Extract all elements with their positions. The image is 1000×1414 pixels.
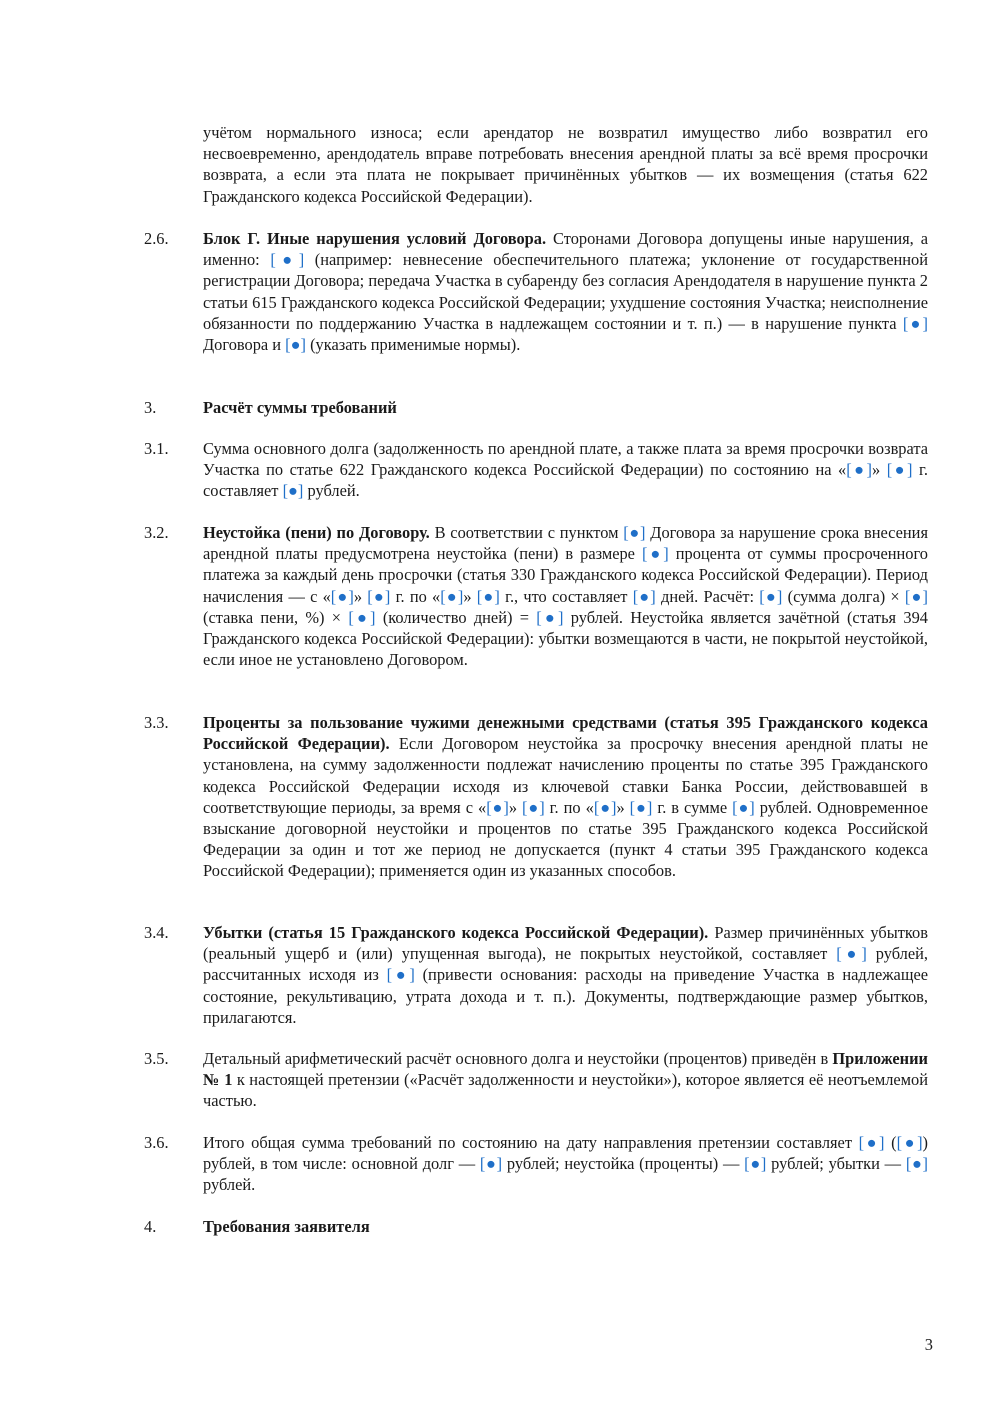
placeholder: [●] xyxy=(632,586,656,606)
placeholder: [●] xyxy=(282,481,304,501)
placeholder: [●] xyxy=(348,607,376,627)
placeholder: [●] xyxy=(536,607,564,627)
clause-3-2-title: Неустойка (пени) по Договору. xyxy=(203,523,430,542)
clause-3-6: Итого общая сумма требований по состоянию на дату направления претензии составляет [●] ([●]) рублей, в том числе: основной долг — [●] рублей; неустойка (проценты) — [●] рублей; убытки — [●] рублей. xyxy=(203,1133,929,1195)
placeholder: [●] xyxy=(367,586,391,606)
placeholder: [●] xyxy=(486,797,509,817)
clause-3-3: Проценты за пользование чужими денежными средствами (статья 395 Гражданского кодекса Российской Федерации). Если Договором неустойка за просрочку внесения арендной платы не установлена, на сумму задолженности подлежат начислению проценты по статье 395 Гражданского кодекса Российской Федерации исходя из ключевой ставки Банка России, действовавшей в соответствующие периоды, за время с «[●]» [●] г. по «[●]» [●] г. в сумме [●] рублей. Одновременное взыскание договорной неустойки и процентов по статье 395 Гражданского кодекса Российской Федерации за один и тот же период не допускается (пункт 4 статьи 395 Гражданского кодекса Российской Федерации); применяется один из указанных способов. xyxy=(203,713,928,881)
clause-3-2: Неустойка (пени) по Договору. В соответствии с пунктом [●] Договора за нарушение срока внесения арендной платы предусмотрена неустойка (пени) в размере [●] процента от суммы просроченного платежа за каждый день просрочки (статья 330 Гражданского кодекса Российской Федерации). Период начисления — с «[●]» [●] г. по «[●]» [●] г., что составляет [●] дней. Расчёт: [●] (сумма долга) × [●] (ставка пени, %) × [●] (количество дней) = [●] рублей. Неустойка является зачётной (статья 394 Гражданского кодекса Российской Федерации): убытки возмещаются в части, не покрытой неустойкой, если иное не установлено Договором. xyxy=(203,523,929,670)
placeholder: [●] xyxy=(330,586,354,606)
placeholder: [●] xyxy=(386,965,415,985)
clause-number-3-1: 3.1. xyxy=(144,439,169,458)
placeholder: [●] xyxy=(902,313,928,333)
placeholder: [●] xyxy=(440,586,464,606)
section-3-heading: Расчёт суммы требований xyxy=(203,398,397,417)
placeholder: [●] xyxy=(846,460,872,480)
section-4-heading: Требования заявителя xyxy=(203,1217,370,1236)
placeholder: [●] xyxy=(904,586,929,606)
clause-number-2-6: 2.6. xyxy=(144,229,169,248)
clause-3-1: Сумма основного долга (задолженность по арендной плате, а также плата за время просрочки возврата Участка по статье 622 Гражданского кодекса Российской Федерации) по состоянию на «[●]» [●] г. составляет [●] рублей. xyxy=(203,439,928,501)
clause-3-4: Убытки (статья 15 Гражданского кодекса Российской Федерации). Размер причинённых убытков (реальный ущерб и (или) упущенная выгода), не покрытых неустойкой, составляет [●] рублей, рассчитанных исходя из [●] (привести основания: расходы на приведение Участка в надлежащее состояние, рекультивацию, утрата дохода и т. п.). Документы, подтверждающие размер убытков, прилагаются. xyxy=(203,923,929,1027)
placeholder: [●] xyxy=(732,797,755,817)
clause-3-4-title: Убытки (статья 15 Гражданского кодекса Российской Федерации). xyxy=(203,923,709,942)
clause-3-5: Детальный арифметический расчёт основного долга и неустойки (процентов) приведён в Приложении № 1 к настоящей претензии («Расчёт задолженности и неустойки»), которое является её неотъемлемой частью. xyxy=(203,1049,929,1111)
placeholder: [●] xyxy=(623,523,646,542)
placeholder: [●] xyxy=(896,1133,923,1152)
clause-number-3-4: 3.4. xyxy=(144,923,169,942)
page-number: 3 xyxy=(924,1335,933,1354)
clause-3-3-title: Проценты за пользование чужими денежными средствами (статья 395 Гражданского кодекса Российской Федерации). xyxy=(203,713,928,754)
clause-2-6: Блок Г. Иные нарушения условий Договора. Сторонами Договора допущены иные нарушения, а именно: [●] (например: невнесение обеспечительного платежа; уклонение от государственной регистрации Договора; передача Участка в субаренду без согласия Арендодателя в нарушение пункта 2 статьи 615 Гражданского кодекса Российской Федерации; ухудшение состояния Участка; неисполнение обязанности по поддержанию Участка в надлежащем состоянии и т. п.) — в нарушение пункта [●] Договора и [●] (указать применимые нормы). xyxy=(203,229,929,355)
continuation-text: учётом нормального износа; если арендатор не возвратил имущество либо возвратил его несвоевременно, арендодатель вправе потребовать внесения арендной платы за всё время просрочки возврата, а если эта плата не покрывает причинённых убытков — их возмещения (статья 622 Гражданского кодекса Российской Федерации). xyxy=(203,123,928,206)
placeholder: [●] xyxy=(476,586,500,606)
placeholder: [●] xyxy=(522,797,545,817)
placeholder: [●] xyxy=(285,335,306,355)
placeholder: [●] xyxy=(479,1154,503,1174)
section-number-4: 4. xyxy=(144,1217,157,1236)
clause-number-3-5: 3.5. xyxy=(144,1049,169,1068)
clause-number-3-3: 3.3. xyxy=(144,713,169,732)
placeholder: [●] xyxy=(836,944,867,964)
continuation-paragraph xyxy=(203,122,928,207)
clause-number-3-6: 3.6. xyxy=(144,1133,169,1152)
clause-number-3-2: 3.2. xyxy=(144,523,169,542)
placeholder: [●] xyxy=(886,460,913,480)
placeholder: [●] xyxy=(642,544,669,564)
clause-2-6-title: Блок Г. Иные нарушения условий Договора. xyxy=(203,229,547,248)
placeholder: [●] xyxy=(744,1154,767,1174)
placeholder: [●] xyxy=(759,586,783,606)
placeholder: [●] xyxy=(593,797,617,817)
placeholder: [●] xyxy=(905,1154,929,1174)
placeholder: [●] xyxy=(858,1133,885,1152)
placeholder: [●] xyxy=(629,797,653,817)
appendix-reference: Приложении № 1 xyxy=(203,1049,928,1090)
placeholder: [●] xyxy=(270,250,305,270)
section-number-3: 3. xyxy=(144,398,157,417)
